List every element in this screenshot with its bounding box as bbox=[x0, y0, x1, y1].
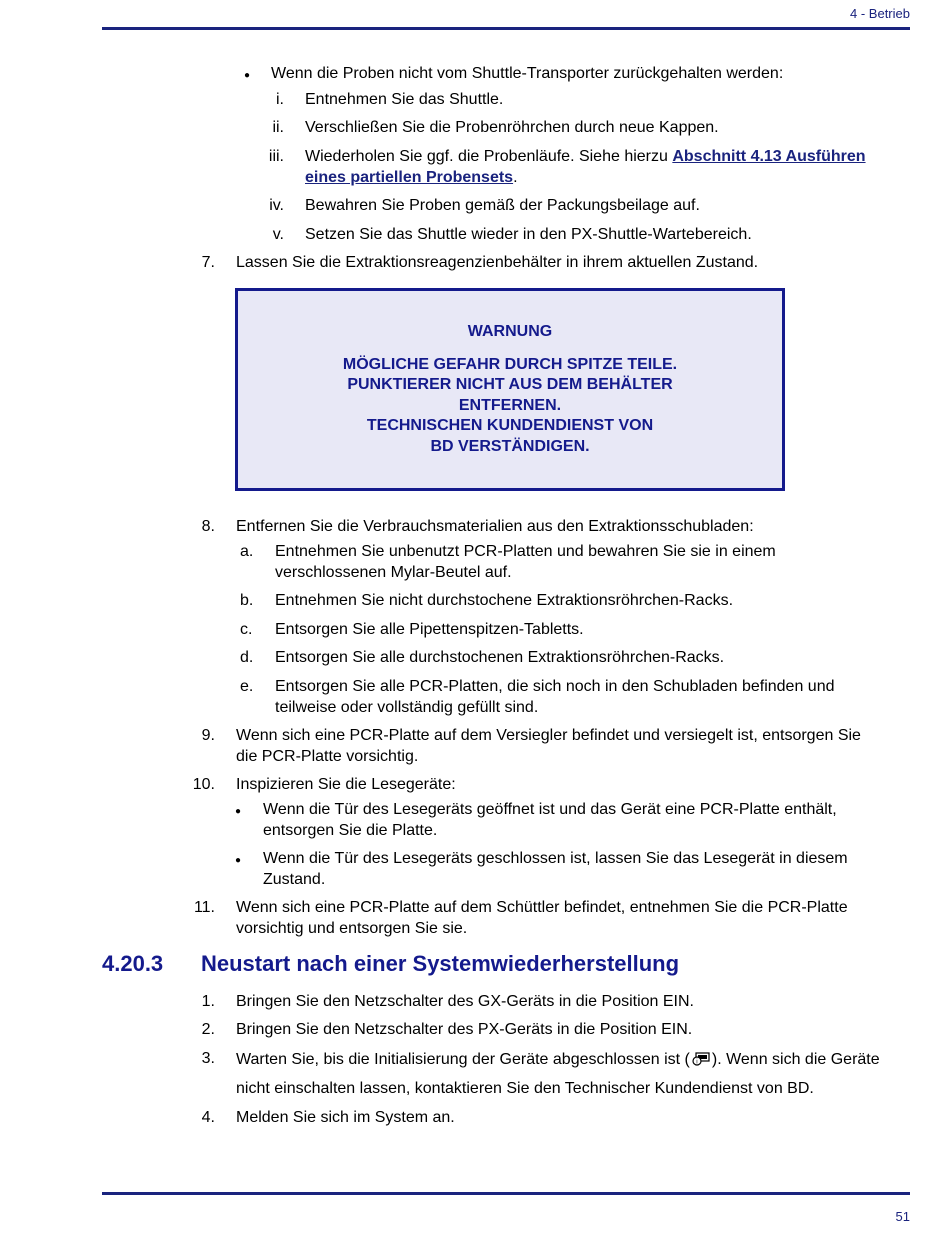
list-number: iv. bbox=[269, 197, 284, 214]
warning-title: WARNUNG bbox=[467, 323, 553, 340]
step-text: Melden Sie sich im System an. bbox=[236, 1109, 455, 1126]
list-item: Wenn die Tür des Lesegeräts geschlossen ist, lassen Sie das Lesegerät in diesem bbox=[263, 850, 848, 867]
list-item: Zustand. bbox=[263, 871, 326, 888]
step-text-part: Warten Sie, bis die Initialisierung der Geräte abgeschlossen ist ( bbox=[236, 1051, 690, 1068]
footer-rule bbox=[102, 1192, 910, 1195]
list-item: Wenn die Proben nicht vom Shuttle-Transporter zurückgehalten werden: bbox=[271, 65, 784, 82]
list-item bbox=[305, 167, 518, 188]
step-text: nicht einschalten lassen, kontaktieren Sie den Technischer Kundendienst von BD. bbox=[236, 1080, 814, 1097]
list-letter: d. bbox=[240, 649, 254, 666]
item-text: Wiederholen Sie ggf. die Probenläufe. Siehe hierzu bbox=[305, 148, 673, 165]
bullet-icon: ● bbox=[235, 855, 242, 866]
section-number: 4.20.3 bbox=[102, 951, 164, 976]
step-text: Entfernen Sie die Verbrauchsmaterialien aus den Extraktionsschubladen: bbox=[236, 518, 754, 535]
step-number: 3. bbox=[201, 1050, 215, 1067]
bullet-icon: ● bbox=[244, 70, 251, 81]
section-link[interactable]: eines partiellen Probensets bbox=[305, 169, 514, 186]
step-text: die PCR-Platte vorsichtig. bbox=[236, 748, 419, 765]
list-number: ii. bbox=[272, 119, 284, 136]
svg-text:i: i bbox=[696, 1058, 698, 1066]
list-number: iii. bbox=[268, 148, 284, 165]
page-number: 51 bbox=[895, 1209, 910, 1224]
list-number: i. bbox=[276, 91, 284, 108]
bullet-icon: ● bbox=[235, 806, 242, 817]
step-number: 9. bbox=[201, 727, 215, 744]
initialization-icon bbox=[691, 1052, 711, 1066]
warning-box bbox=[235, 288, 785, 491]
list-item: Entsorgen Sie alle PCR-Platten, die sich noch in den Schubladen befinden und bbox=[275, 678, 835, 695]
list-item: entsorgen Sie die Platte. bbox=[263, 822, 438, 839]
list-letter: b. bbox=[240, 592, 254, 609]
list-item: Entsorgen Sie alle durchstochenen Extraktionsröhrchen-Racks. bbox=[275, 649, 725, 666]
list-item: teilweise oder vollständig gefüllt sind. bbox=[275, 699, 539, 716]
step-number: 1. bbox=[201, 993, 215, 1010]
step-number: 7. bbox=[201, 254, 215, 271]
step-number: 8. bbox=[201, 518, 215, 535]
list-item: Entnehmen Sie unbenutzt PCR-Platten und bewahren Sie sie in einem bbox=[275, 543, 776, 560]
list-item: Entsorgen Sie alle Pipettenspitzen-Tabletts. bbox=[275, 621, 584, 638]
list-item: Entnehmen Sie das Shuttle. bbox=[305, 91, 504, 108]
step-text: Bringen Sie den Netzschalter des PX-Geräts in die Position EIN. bbox=[236, 1021, 693, 1038]
list-item: Bewahren Sie Proben gemäß der Packungsbeilage auf. bbox=[305, 197, 700, 214]
list-letter: c. bbox=[240, 621, 253, 638]
step-text: Lassen Sie die Extraktionsreagenzienbehälter in ihrem aktuellen Zustand. bbox=[236, 254, 759, 271]
step-number: 10. bbox=[192, 776, 215, 793]
warning-line: TECHNISCHEN KUNDENDIENST VON bbox=[366, 417, 654, 434]
list-item: Wenn die Tür des Lesegeräts geöffnet ist und das Gerät eine PCR-Platte enthält, bbox=[263, 801, 837, 818]
warning-line: PUNKTIERER NICHT AUS DEM BEHÄLTER bbox=[347, 376, 673, 393]
step-text: Inspizieren Sie die Lesegeräte: bbox=[236, 776, 456, 793]
step-text: Wenn sich eine PCR-Platte auf dem Schüttler befindet, entnehmen Sie die PCR-Platte bbox=[236, 899, 848, 916]
list-letter: e. bbox=[240, 678, 254, 695]
section-link[interactable]: Abschnitt 4.13 Ausführen bbox=[672, 148, 866, 165]
list-item: verschlossenen Mylar-Beutel auf. bbox=[275, 564, 512, 581]
list-item bbox=[305, 146, 866, 167]
list-item: Setzen Sie das Shuttle wieder in den PX-Shuttle-Wartebereich. bbox=[305, 226, 752, 243]
warning-line: ENTFERNEN. bbox=[458, 397, 562, 414]
item-text: . bbox=[513, 169, 518, 186]
step-number: 11. bbox=[193, 899, 215, 916]
section-title: Neustart nach einer Systemwiederherstellung bbox=[201, 951, 680, 976]
step-text-part: ). Wenn sich die Geräte bbox=[711, 1051, 880, 1068]
list-item: Entnehmen Sie nicht durchstochene Extraktionsröhrchen-Racks. bbox=[275, 592, 734, 609]
step-text bbox=[236, 1049, 880, 1070]
warning-line: MÖGLICHE GEFAHR DURCH SPITZE TEILE. bbox=[342, 356, 678, 373]
step-number: 4. bbox=[201, 1109, 215, 1126]
header-rule bbox=[102, 27, 910, 30]
list-letter: a. bbox=[240, 543, 254, 560]
list-item: Verschließen Sie die Probenröhrchen durch neue Kappen. bbox=[305, 119, 719, 136]
step-number: 2. bbox=[201, 1021, 215, 1038]
running-header: 4 - Betrieb bbox=[850, 6, 910, 21]
step-text: Bringen Sie den Netzschalter des GX-Geräts in die Position EIN. bbox=[236, 993, 694, 1010]
list-number: v. bbox=[272, 226, 284, 243]
warning-line: BD VERSTÄNDIGEN. bbox=[430, 438, 590, 455]
step-text: Wenn sich eine PCR-Platte auf dem Versiegler befindet und versiegelt ist, entsorgen Sie bbox=[236, 727, 861, 744]
step-text: vorsichtig und entsorgen Sie sie. bbox=[236, 920, 468, 937]
